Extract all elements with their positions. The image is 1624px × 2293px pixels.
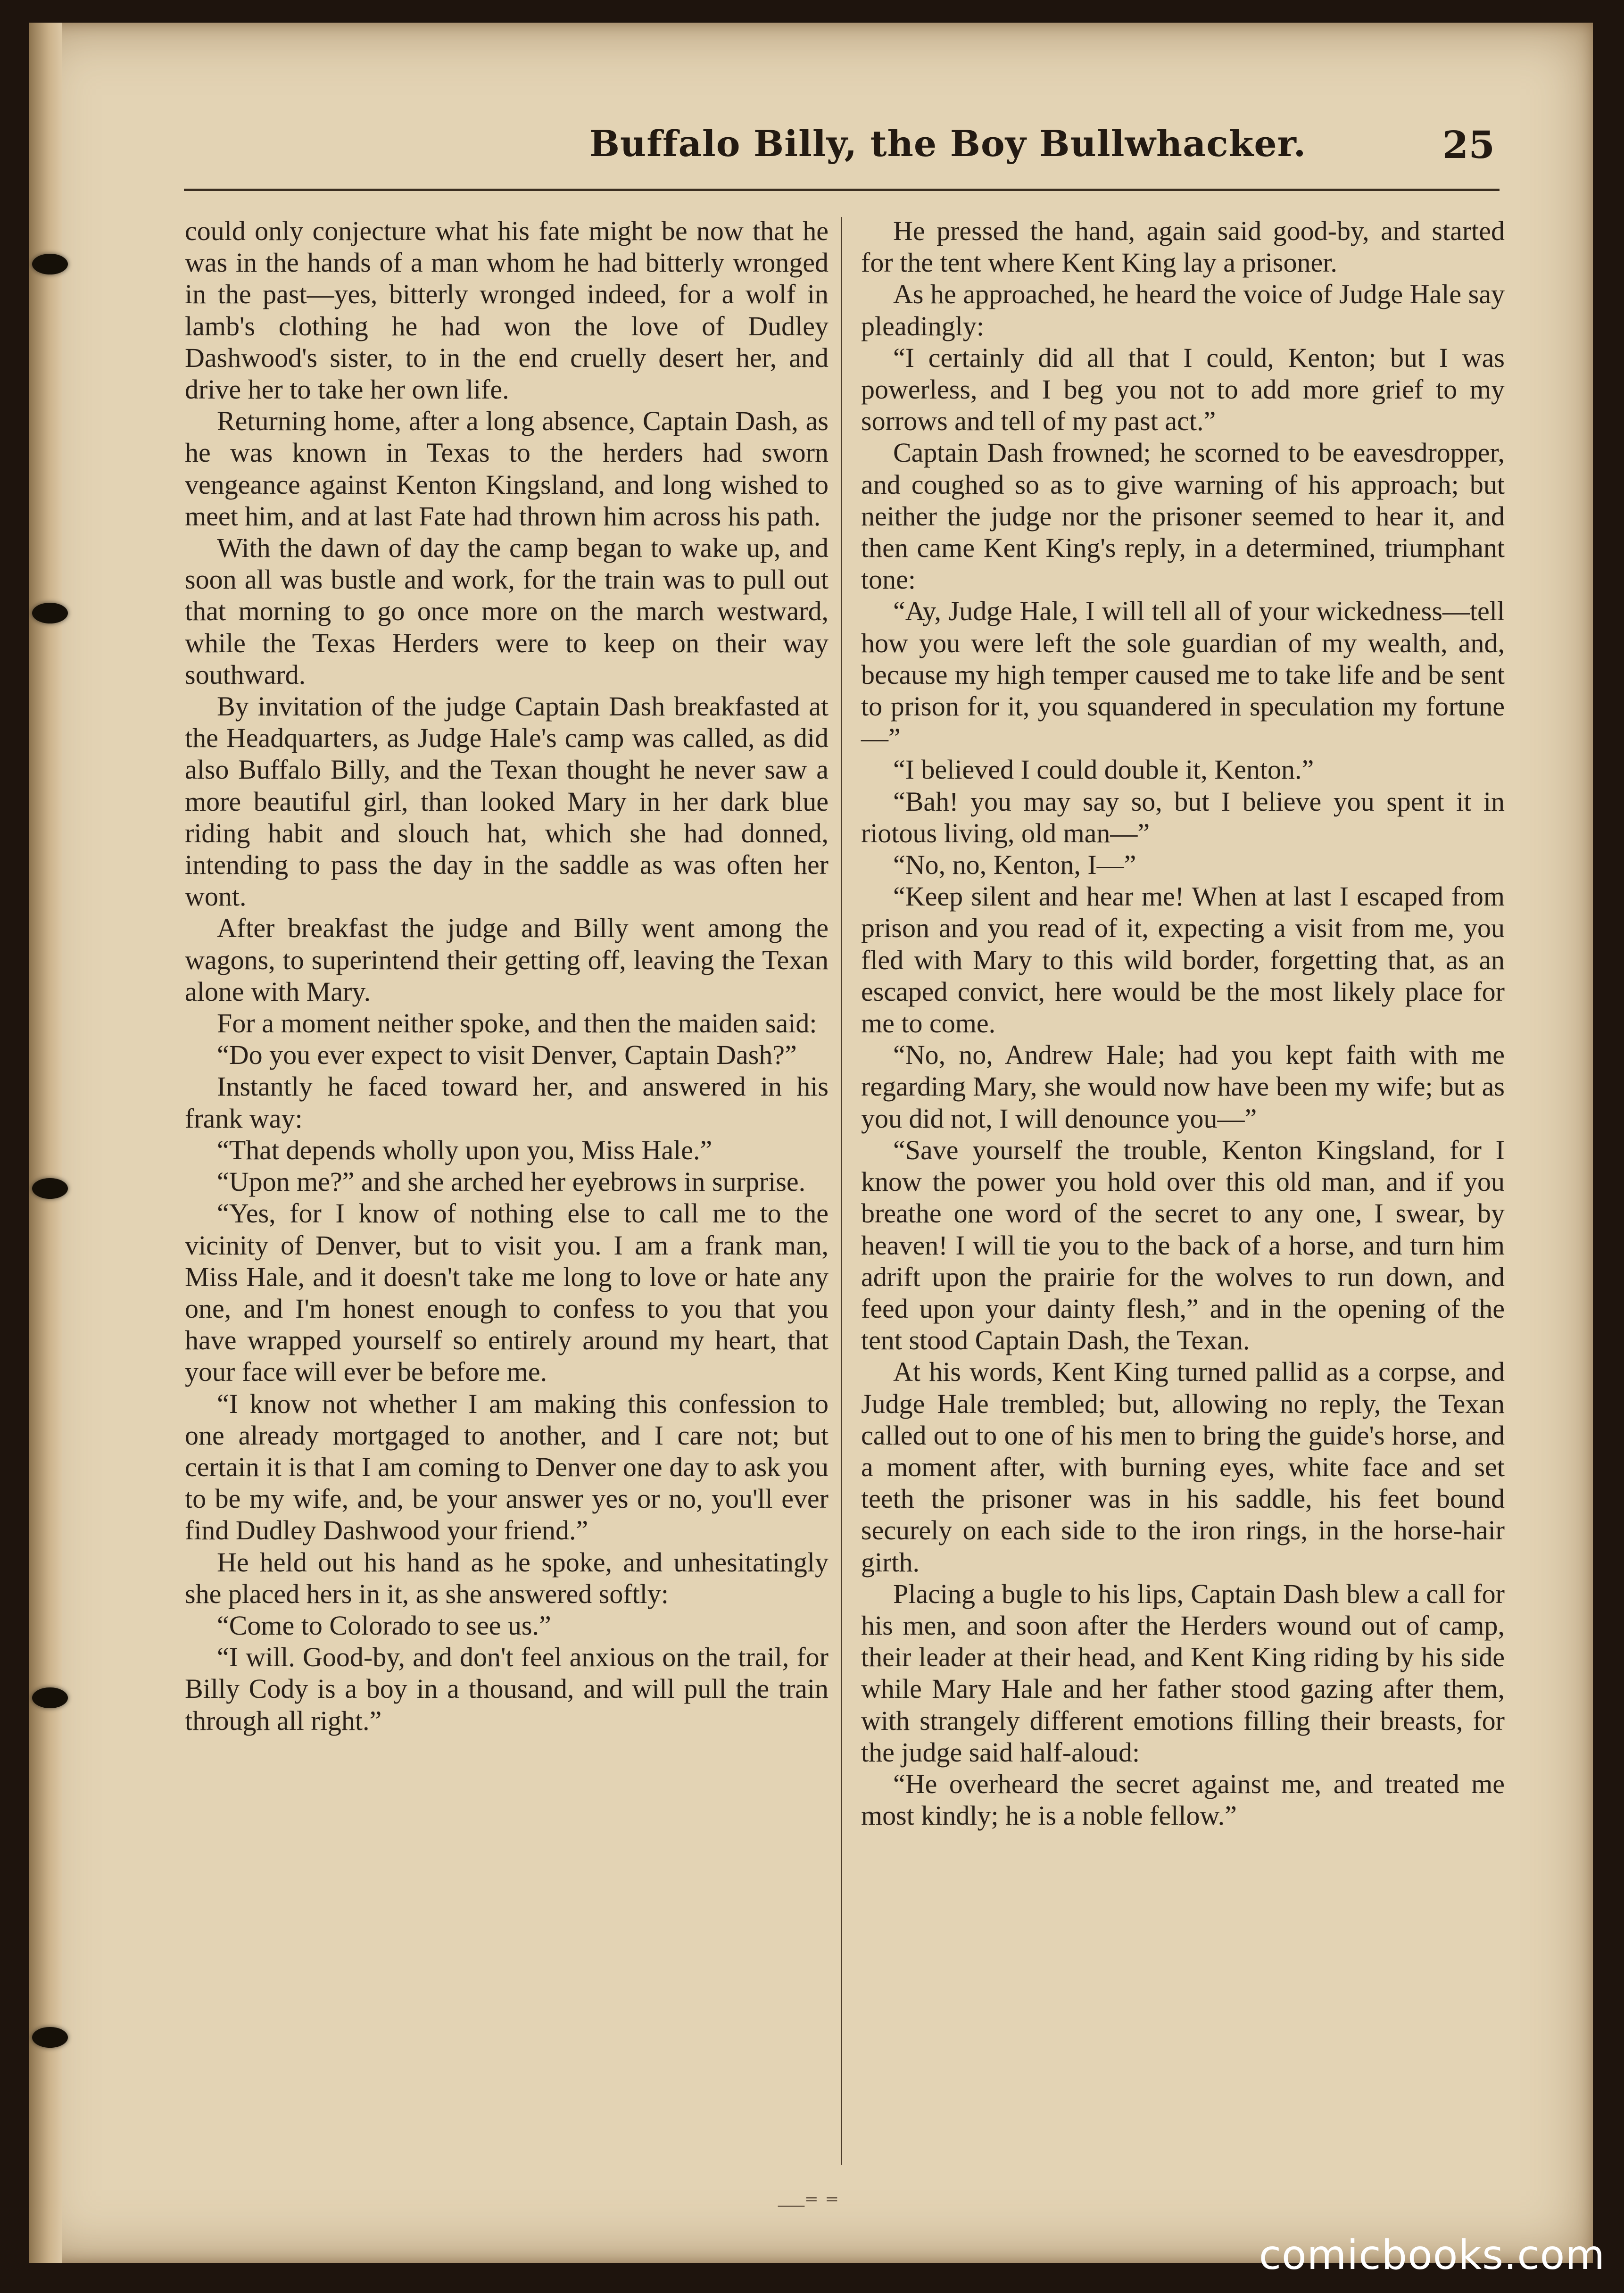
running-header (189, 113, 1500, 179)
paragraph: He pressed the hand, again said good-by, and started for the tent where Kent King lay a prisoner. (861, 216, 1505, 278)
paragraph: “He overheard the secret against me, and treated me most kindly; he is a noble fellow.” (861, 1768, 1505, 1831)
paragraph: “I believed I could double it, Kenton.” (893, 754, 1314, 785)
paragraph: Captain Dash frowned; he scorned to be eavesdropper, and coughed so as to give warning of his approach; but neither the judge nor the prisoner seemed to hear it, and then came Kent King's reply, in a determined, triumphant tone: (861, 437, 1505, 595)
page-number: 25 (1442, 123, 1495, 167)
paragraph: “Save yourself the trouble, Kenton Kingsland, for I know the power you hold over this old man, and if you breathe one word of the secret to any one, I swear, by heaven! I will tie you to the back of a horse, and turn him adrift upon the prairie for the wolves to run down, and feed upon your dainty flesh,” and in the opening of the tent stood Captain Dash, the Texan. (861, 1134, 1505, 1356)
paragraph: “That depends wholly upon you, Miss Hale.” (217, 1134, 713, 1165)
binding-hole (32, 254, 68, 274)
paragraph: “I will. Good-by, and don't feel anxious on the trail, for Billy Cody is a boy in a thousand, and will pull the train through all right.” (185, 1642, 829, 1736)
signature-mark: —⁼ ⁼ (778, 2189, 839, 2218)
paragraph: He held out his hand as he spoke, and unhesitatingly she placed hers in it, as she answered softly: (185, 1546, 829, 1609)
paragraph: “No, no, Andrew Hale; had you kept faith with me regarding Mary, she would now have been my wife; but as you did not, I will denounce you—” (861, 1039, 1505, 1134)
paragraph: “No, no, Kenton, I—” (893, 849, 1136, 881)
paragraph: “Bah! you may say so, but I believe you spent it in riotous living, old man—” (861, 786, 1505, 848)
paragraph: Returning home, after a long absence, Captain Dash, as he was known in Texas to the herders had sworn vengeance against Kenton Kingsland, and long wished to meet him, and at last Fate had thrown him across his path. (185, 406, 829, 532)
right-column (861, 215, 1505, 1831)
paragraph: At his words, Kent King turned pallid as a corpse, and Judge Hale trembled; but, allowing no reply, the Texan called out to one of his men to bring the guide's horse, and a moment after, with burning eyes, white face and set teeth the prisoner was in his saddle, his feet bound securely on each side to the iron rings, in the horse-hair girth. (861, 1356, 1505, 1578)
binding-hole (32, 2027, 68, 2048)
paragraph: After breakfast the judge and Billy went among the wagons, to superintend their getting off, leaving the Texan alone with Mary. (185, 913, 829, 1007)
paragraph: “Do you ever expect to visit Denver, Captain Dash?” (217, 1039, 797, 1071)
paragraph: “Come to Colorado to see us.” (217, 1610, 551, 1641)
column-divider (841, 217, 842, 2165)
paragraph: “Ay, Judge Hale, I will tell all of your wickedness—tell how you were left the sole guardian of my wealth, and, because my high temper caused me to take life and be sent to prison for it, you squandered in speculation my fortune—” (861, 596, 1505, 754)
paragraph: By invitation of the judge Captain Dash breakfasted at the Headquarters, as Judge Hale's camp was called, as did also Buffalo Billy, and the Texan thought he never saw a more beautiful girl, than looked Mary in her dark blue riding habit and slouch hat, which she had donned, intending to pass the day in the saddle as was often her wont. (185, 691, 829, 912)
paragraph: “Upon me?” and she arched her eyebrows in surprise. (217, 1166, 806, 1197)
paragraph: “Yes, for I know of nothing else to call me to the vicinity of Denver, but to visit you. I am a frank man, Miss Hale, and it doesn't take me long to love or hate any one, and I'm honest enough to confess to you that you have wrapped yourself so entirely around my heart, that your face will ever be before me. (185, 1198, 829, 1387)
paragraph: Placing a bugle to his lips, Captain Dash blew a call for his men, and soon after the Herders wound out of camp, their leader at their head, and Kent King riding by his side while Mary Hale and her father stood gazing after them, with strangely different emotions filling their breasts, for the judge said half-aloud: (861, 1578, 1505, 1768)
running-title: Buffalo Billy, the Boy Bullwhacker. (589, 123, 1307, 165)
binding-hole (32, 603, 68, 623)
paragraph: “I certainly did all that I could, Kenton; but I was powerless, and I beg you not to add more grief to my sorrows and tell of my past act.” (861, 342, 1505, 437)
paragraph: “Keep silent and hear me! When at last I escaped from prison and you read of it, expecting a visit from me, you fled with Mary to this wild border, forgetting that, as an escaped convict, here would be the most likely place for me to come. (861, 881, 1505, 1039)
page-spine (29, 23, 62, 2263)
left-column (185, 215, 829, 1736)
binding-hole (32, 1687, 68, 1708)
binding-hole (32, 1178, 68, 1199)
paragraph: could only conjecture what his fate might be now that he was in the hands of a man whom he had bitterly wronged in the past—yes, bitterly wronged indeed, for a wolf in lamb's clothing he had won the love of Dudley Dashwood's sister, to in the end cruelly desert her, and drive her to take her own life. (185, 216, 829, 405)
paragraph: As he approached, he heard the voice of Judge Hale say pleadingly: (861, 279, 1505, 341)
header-rule (184, 189, 1500, 191)
watermark: comicbooks.com (1259, 2232, 1605, 2279)
paragraph: For a moment neither spoke, and then the maiden said: (217, 1008, 817, 1039)
paragraph: “I know not whether I am making this confession to one already mortgaged to another, and I care not; but certain it is that I am coming to Denver one day to ask you to be my wife, and, be your answer yes or no, you'll ever find Dudley Dashwood your friend.” (185, 1388, 829, 1546)
paragraph: With the dawn of day the camp began to wake up, and soon all was bustle and work, for the train was to pull out that morning to go once more on the march westward, while the Texas Herders were to keep on their way southward. (185, 532, 829, 690)
paragraph: Instantly he faced toward her, and answered in his frank way: (185, 1071, 829, 1134)
